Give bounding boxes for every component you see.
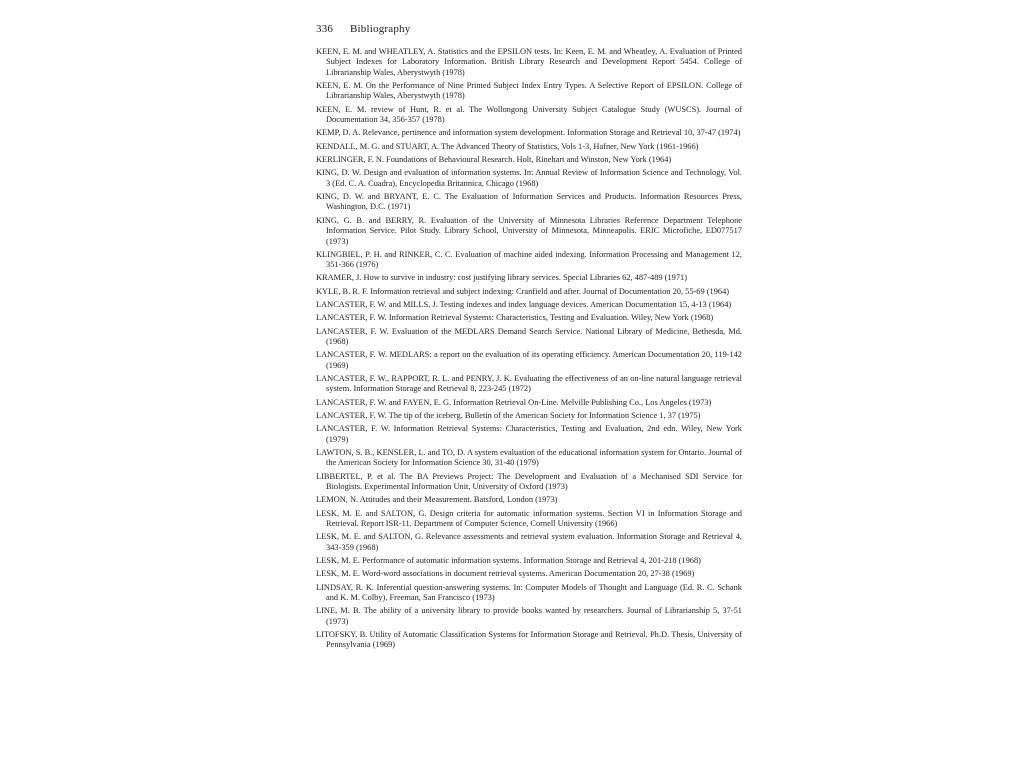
bibliography-entry: LEMON, N. Attitudes and their Measurement. Batsford, London (1973) [316,495,558,505]
bibliography-entry: LANCASTER, F. W. Information Retrieval Systems: Characteristics, Testing and Evaluation. Wiley, New York (1968) [316,313,714,323]
bibliography-entry: KENDALL, M. G. and STUART, A. The Advanced Theory of Statistics, Vols 1-3, Hafner, New York (1961-1966) [316,141,699,151]
bibliography-entry: LESK, M. E. and SALTON, G. Design criteria for automatic information systems. Section VI in Information Storage and Retrieval. Report ISR-11. Department of Computer Science, Cornell University (1966) [316,508,742,529]
bibliography-entry: LESK, M. E. and SALTON, G. Relevance assessments and retrieval system evaluation. Information Storage and Retrieval 4, 343-359 (1968) [316,532,742,552]
bibliography-entry: LANCASTER, F. W. Information Retrieval Systems: Characteristics, Testing and Evaluation, 2nd edn. Wiley, New York (1979) [316,424,742,444]
bibliography-entry: LANCASTER, F. W. and MILLS, J. Testing indexes and index language devices. American Documentation 15, 4-13 (1964) [316,300,732,310]
bibliography-entry: LAWTON, S. B., KENSLER, L. and TO, D. A system evaluation of the educational information system for Ontario. Journal of the American Society for Information Science 30, 31-40 (1979) [316,448,742,468]
bibliography-entry: KERLINGER, F. N. Foundations of Behavioural Research. Holt, Rinehart and Winston, New York (1964) [316,155,672,165]
bibliography-page [316,22,742,654]
bibliography-entry: KEEN, E. M. On the Performance of Nine Printed Subject Index Entry Types. A Selective Report of EPSILON. College of Librarianship Wales, Aberystwyth (1978) [316,81,742,101]
running-head [316,22,742,36]
bibliography-entry: LESK, M. E. Performance of automatic information systems. Information Storage and Retrieval 4, 201-218 (1968) [316,556,701,566]
bibliography-entry: LESK, M. E. Word-word associations in document retrieval systems. American Documentation 20, 27-38 (1969) [316,569,695,579]
bibliography-entry: LANCASTER, F. W. Evaluation of the MEDLARS Demand Search Service. National Library of Medicine, Bethesda, Md. (1968) [316,326,742,347]
bibliography-entry: KING, D. W. and BRYANT, E. C. The Evaluation of Information Services and Products. Information Resources Press, Washington, D.C. (1971) [316,192,742,212]
bibliography-entry: KRAMER, J. How to survive in industry: cost justifying library services. Special Libraries 62, 487-489 (1971) [316,273,688,283]
bibliography-entries [316,47,742,651]
bibliography-entry: KYLE, B. R. F. Information retrieval and subject indexing: Cranfield and after. Journal of Documentation 20, 55-69 (1964) [316,286,730,296]
page-number: 336 [316,23,334,35]
bibliography-entry: KLINGBIEL, P. H. and RINKER, C. C. Evaluation of machine aided indexing. Information Processing and Management 12, 351-366 (1976) [316,249,742,270]
bibliography-entry: LANCASTER, F. W., RAPPORT, R. L. and PENRY, J. K. Evaluating the effectiveness of an on-line natural language retrieval system. Information Storage and Retrieval 8, 223-245 (1972) [316,374,742,394]
bibliography-entry: KEEN, E. M. review of Hunt, R. et al. The Wollongong University Subject Catalogue Study (WUSCS). Journal of Documentation 34, 356-357 (1978) [316,104,742,125]
bibliography-entry: LINDSAY, R. K. Inferential question-answering systems. In: Computer Models of Thought and Language (Ed. R. C. Schank and K. M. Colby), Freeman, San Francisco (1973) [316,582,742,603]
bibliography-entry: KEMP, D. A. Relevance, pertinence and information system development. Information Storage and Retrieval 10, 37-47 (1974) [316,128,741,138]
bibliography-entry: LIBBERTEL, P. et al. The BA Previews Project: The Development and Evaluation of a Mechanised SDI Service for Biologists. Experimental Information Unit, University of Oxford (1973) [316,471,742,492]
bibliography-entry: LANCASTER, F. W. The tip of the iceberg. Bulletin of the American Society for Information Science 1, 37 (1975) [316,411,701,421]
bibliography-entry: KEEN, E. M. and WHEATLEY, A. Statistics and the EPSILON tests. In: Keen, E. M. and Wheatley, A. Evaluation of Printed Subject Indexes for Laboratory Information. British Library Research and Development Report 5454. College of Librarianship Wales, Aberystwyth (1978) [316,47,742,77]
running-title: Bibliography [350,23,411,35]
bibliography-entry: LANCASTER, F. W. MEDLARS: a report on the evaluation of its operating efficiency. American Documentation 20, 119-142 (1969) [316,350,742,370]
bibliography-entry: LITOFSKY, B. Utility of Automatic Classification Systems for Information Storage and Retrieval. Ph.D. Thesis, University of Pennsylvania (1969) [316,630,742,650]
bibliography-entry: LANCASTER, F. W. and FAYEN, E. G. Information Retrieval On-Line. Melville Publishing Co., Los Angeles (1973) [316,397,712,407]
bibliography-entry: LINE, M. B. The ability of a university library to provide books wanted by researchers. Journal of Librarianship 5, 37-51 (1973) [316,606,742,626]
bibliography-entry: KING, D. W. Design and evaluation of information systems. In: Annual Review of Information Science and Technology, Vol. 3 (Ed. C. A. Cuadra), Encyclopedia Britannica, Chicago (1968) [316,168,742,188]
bibliography-entry: KING, G. B. and BERRY, R. Evaluation of the University of Minnesota Libraries Reference Department Telephone Information Service. Pilot Study. Library School, University of Minnesota, Minneapolis. ERIC Microfiche, ED077517 (1973) [316,215,742,246]
